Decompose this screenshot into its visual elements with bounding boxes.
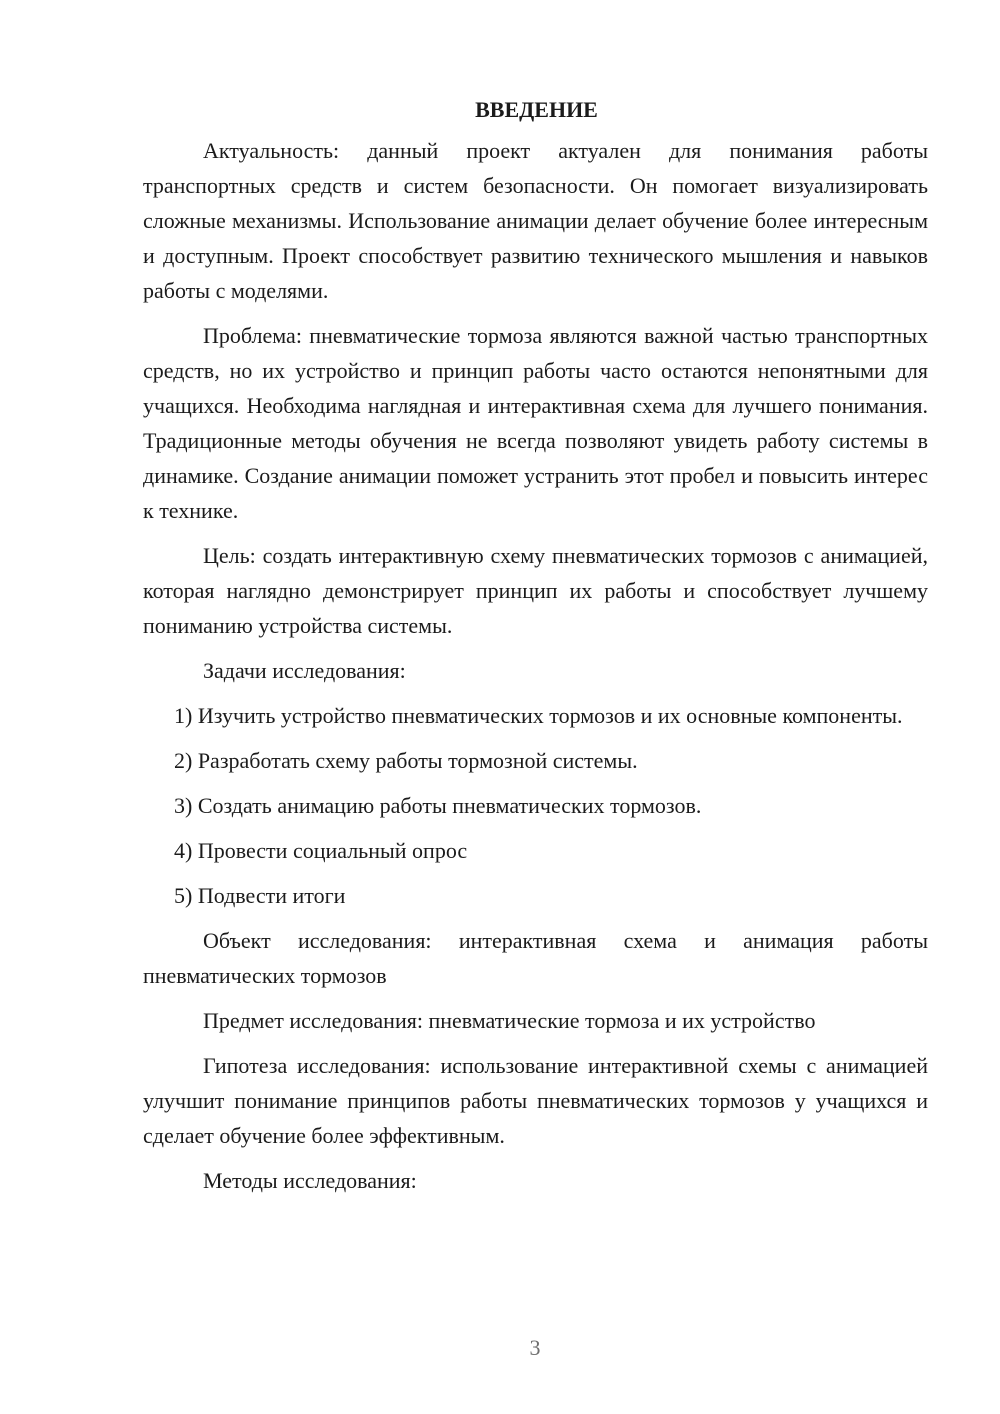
paragraph-methods: Методы исследования: (203, 1168, 417, 1193)
paragraph-relevance: Актуальность: данный проект актуален для понимания работы транспортных средств и систем безопасности. Он помогает визуализировать сложные механизмы. Использование анимации делает обучение более интересным и доступным. Проект способствует развитию технического мышления и навыков работы с моделями. (143, 138, 928, 303)
paragraph-object: Объект исследования: интерактивная схема и анимация работы пневматических тормозов (143, 928, 928, 988)
task-item-3: 3) Создать анимацию работы пневматических тормозов. (174, 793, 702, 818)
task-item-4: 4) Провести социальный опрос (174, 838, 468, 863)
page-number: 3 (529, 1335, 541, 1360)
section-title: ВВЕДЕНИЕ (475, 97, 598, 122)
task-item-1: 1) Изучить устройство пневматических тормозов и их основные компоненты. (174, 703, 903, 728)
task-item-5: 5) Подвести итоги (174, 883, 346, 908)
paragraph-subject: Предмет исследования: пневматические тормоза и их устройство (203, 1008, 816, 1033)
task-item-2: 2) Разработать схему работы тормозной системы. (174, 748, 638, 773)
paragraph-problem: Проблема: пневматические тормоза являются важной частью транспортных средств, но их устройство и принцип работы часто остаются непонятными для учащихся. Необходима наглядная и интерактивная схема для лучшего понимания. Традиционные методы обучения не всегда позволяют увидеть работу системы в динамике. Создание анимации поможет устранить этот пробел и повысить интерес к технике. (143, 323, 928, 523)
document-page (143, 92, 928, 1198)
paragraph-tasks-heading: Задачи исследования: (203, 658, 406, 683)
paragraph-hypothesis: Гипотеза исследования: использование интерактивной схемы с анимацией улучшит понимание принципов работы пневматических тормозов у учащихся и сделает обучение более эффективным. (143, 1053, 928, 1148)
paragraph-goal: Цель: создать интерактивную схему пневматических тормозов с анимацией, которая наглядно демонстрирует принцип их работы и способствует лучшему пониманию устройства системы. (143, 543, 928, 638)
